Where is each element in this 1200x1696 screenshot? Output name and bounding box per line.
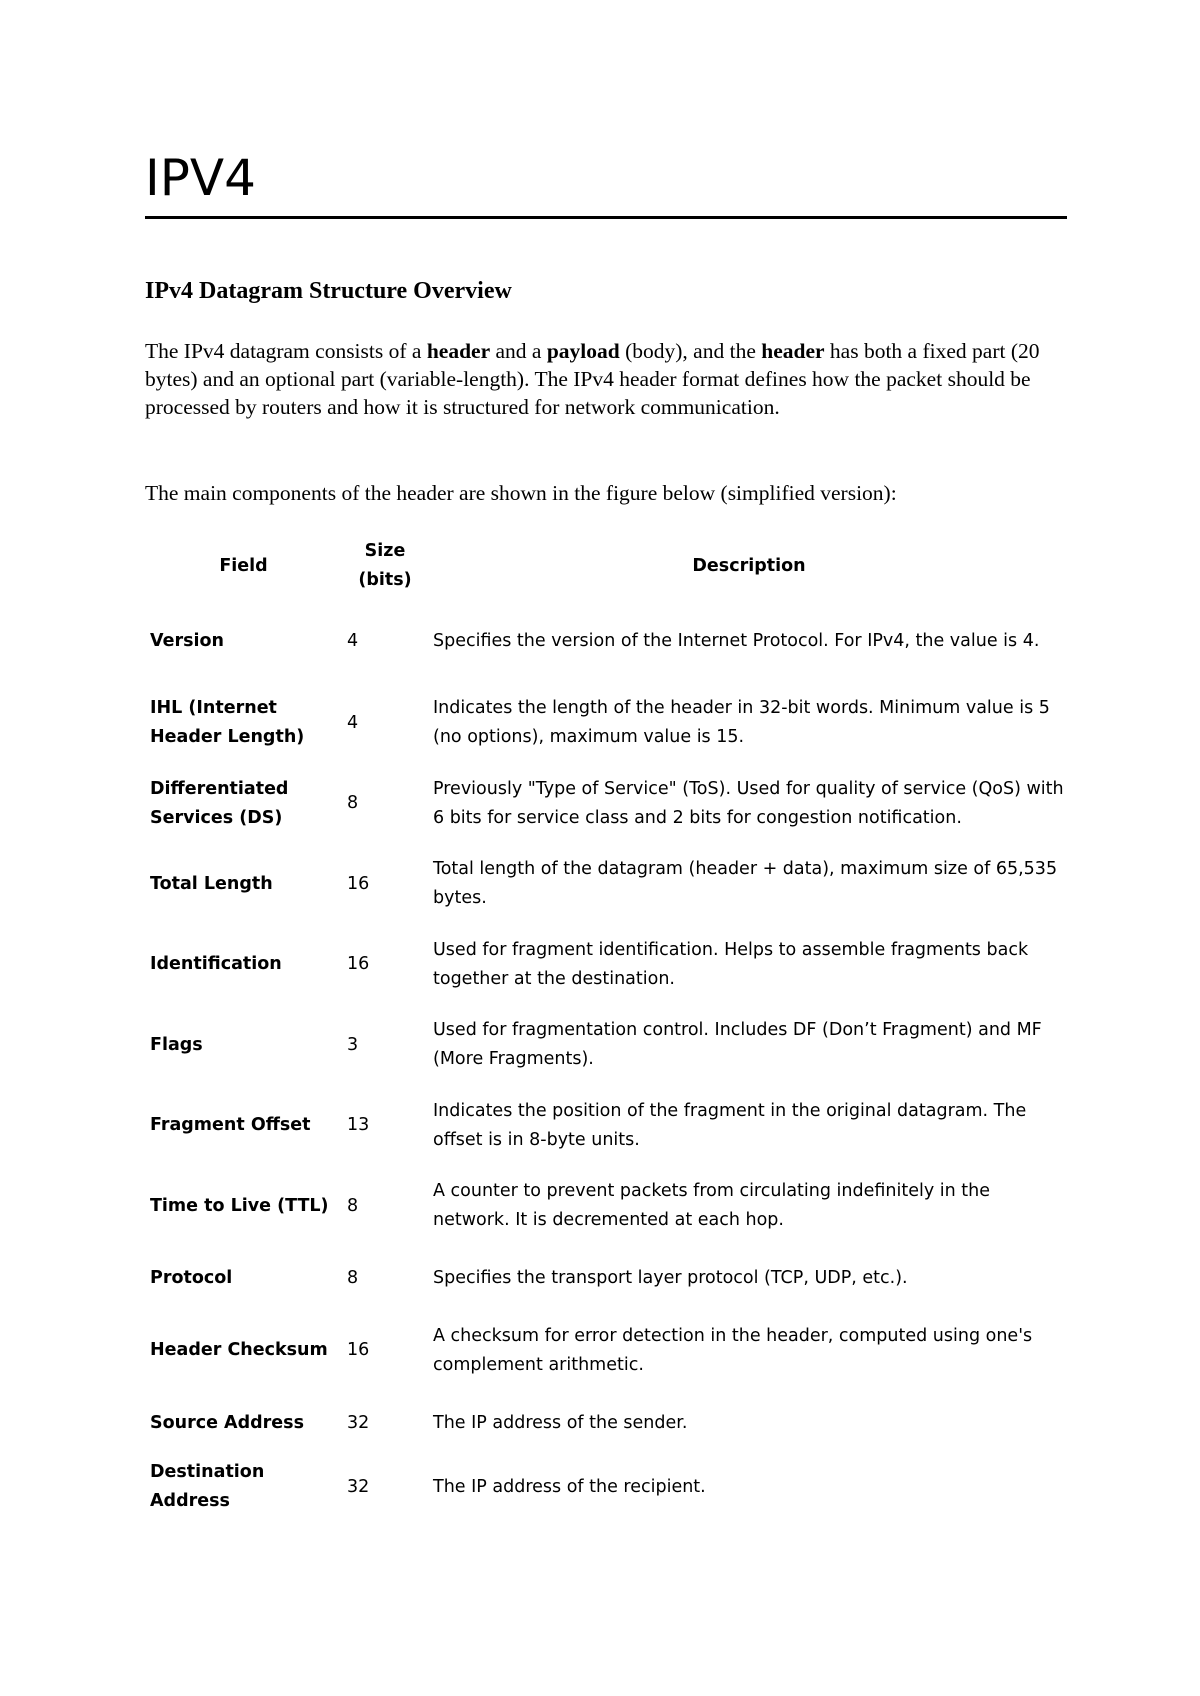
field-size: 4 (347, 630, 359, 651)
field-size: 3 (347, 1034, 359, 1055)
section-heading: IPv4 Datagram Structure Overview (145, 278, 512, 304)
field-description: Specifies the transport layer protocol (TCP, UDP, etc.). (433, 1268, 908, 1288)
field-size: 8 (347, 1195, 359, 1216)
field-name: Differentiated Services (DS) (150, 778, 289, 828)
field-name: Version (150, 630, 224, 651)
field-description: The IP address of the recipient. (433, 1476, 706, 1497)
intro-text-1: The IPv4 datagram consists of a (145, 339, 427, 363)
table-row (145, 1005, 1070, 1086)
field-size: 4 (347, 712, 359, 733)
header-fields-table (145, 533, 1070, 1519)
field-name: Identification (150, 954, 282, 975)
intro-paragraph (145, 337, 1070, 421)
field-size: 32 (347, 1412, 370, 1433)
table-header-row (145, 533, 1070, 599)
title-divider (145, 216, 1067, 219)
page-title: IPV4 (145, 149, 256, 207)
field-name: Source Address (150, 1412, 304, 1433)
intro-text-4: has both a fixed part (20 bytes) and an optional part (variable-length). The IPv4 header format defines how the packet should be processed by routers and how it is structured for network communication. (145, 339, 1040, 419)
field-description: Previously "Type of Service" (ToS). Used for quality of service (QoS) with 6 bits for service class and 2 bits for congestion notification. (433, 778, 1064, 828)
field-name: Header Checksum (150, 1340, 328, 1361)
column-header-size (342, 533, 428, 599)
column-header-description: Description (692, 555, 806, 576)
table-row (145, 1166, 1070, 1247)
field-size: 16 (347, 954, 370, 975)
table-row (145, 844, 1070, 925)
field-description: A checksum for error detection in the header, computed using one's complement arithmetic. (433, 1325, 1033, 1375)
field-size: 8 (347, 793, 359, 814)
field-size: 32 (347, 1476, 370, 1497)
intro-bold-header: header (426, 339, 491, 363)
field-size: 16 (347, 1340, 370, 1361)
field-size: 13 (347, 1115, 370, 1136)
intro-text-2: and a (490, 339, 547, 363)
table-row (145, 599, 1070, 683)
field-size: 8 (347, 1268, 359, 1288)
field-description: A counter to prevent packets from circulating indefinitely in the network. It is decremented at each hop. (433, 1181, 990, 1231)
table-row (145, 925, 1070, 1006)
field-name: Flags (150, 1034, 203, 1055)
field-description: Total length of the datagram (header + data), maximum size of 65,535 bytes. (433, 859, 1058, 909)
size-header-line-1: Size (364, 541, 406, 561)
table-row (145, 1391, 1070, 1455)
field-description: Indicates the length of the header in 32-bit words. Minimum value is 5 (no options), maximum value is 15. (433, 698, 1050, 748)
field-name: Time to Live (TTL) (150, 1195, 329, 1216)
table-row (145, 1311, 1070, 1392)
intro-bold-header-2: header (761, 339, 825, 363)
field-description: Used for fragment identification. Helps to assemble fragments back together at the destination. (433, 939, 1029, 989)
field-name: Total Length (150, 873, 273, 894)
column-header-field: Field (219, 555, 268, 576)
field-description: Indicates the position of the fragment in the original datagram. The offset is in 8-byte units. (433, 1100, 1027, 1150)
field-description: The IP address of the sender. (433, 1412, 688, 1433)
field-name: Protocol (150, 1268, 233, 1288)
field-size: 16 (347, 873, 370, 894)
table-row (145, 1455, 1070, 1519)
size-header-line-2: (bits) (358, 570, 412, 590)
table-row (145, 1247, 1070, 1311)
field-description: Used for fragmentation control. Includes DF (Don’t Fragment) and MF (More Fragments). (433, 1020, 1042, 1070)
intro-bold-payload: payload (546, 339, 620, 363)
intro-text-3: (body), and the (619, 339, 762, 363)
field-name: IHL (Internet Header Length) (150, 698, 305, 748)
table-row (145, 683, 1070, 764)
table-row (145, 764, 1070, 845)
field-description: Specifies the version of the Internet Protocol. For IPv4, the value is 4. (433, 630, 1040, 651)
table-row (145, 1086, 1070, 1167)
field-name: Destination Address (150, 1462, 265, 1511)
figure-lead-paragraph: The main components of the header are shown in the figure below (simplified version): (145, 481, 897, 505)
field-name: Fragment Offset (150, 1115, 311, 1136)
